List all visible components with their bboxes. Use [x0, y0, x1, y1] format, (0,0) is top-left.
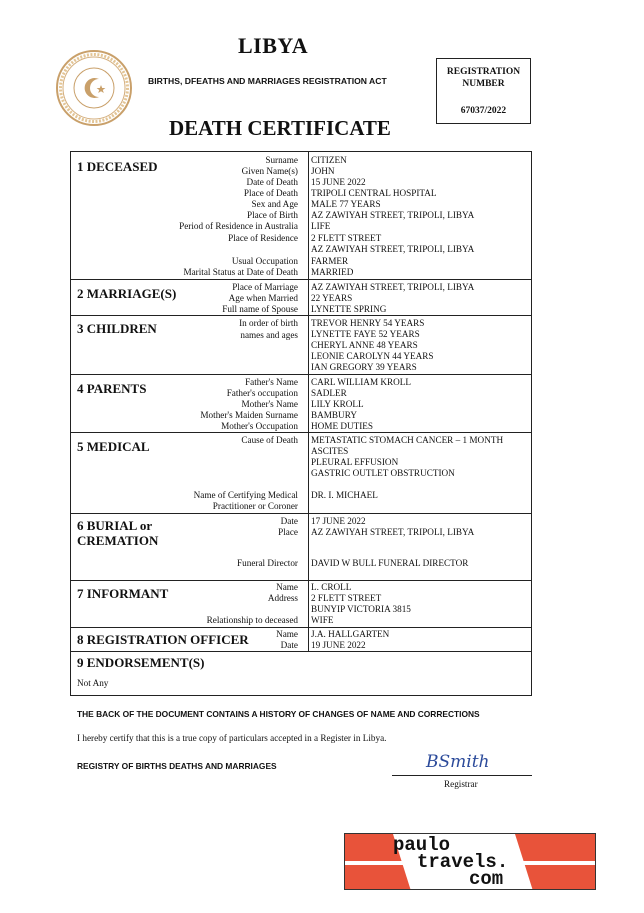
registrar-label: Registrar [444, 779, 478, 789]
field-label: Place of Marriage [232, 282, 298, 292]
registration-label-2: NUMBER [462, 79, 505, 89]
field-label: Date of Death [246, 177, 298, 187]
field-value: 2 FLETT STREET [311, 233, 382, 243]
field-value: AZ ZAWIYAH STREET, TRIPOLI, LIBYA [311, 282, 475, 292]
field-label: Date [280, 516, 298, 526]
field-label: Father's occupation [226, 388, 298, 398]
field-label: Father's Name [245, 377, 298, 387]
section-burial [71, 514, 531, 581]
section-marriage [71, 280, 531, 316]
field-label: Usual Occupation [231, 256, 298, 266]
field-label: Name [276, 582, 298, 592]
section-title: 5 MEDICAL [77, 439, 150, 454]
section-title: 4 PARENTS [77, 381, 147, 396]
field-value: HOME DUTIES [311, 421, 374, 431]
certificate-table [70, 151, 532, 696]
field-value: ASCITES [311, 446, 349, 456]
field-value: GASTRIC OUTLET OBSTRUCTION [311, 468, 455, 478]
field-value: SADLER [311, 388, 347, 398]
field-value: CITIZEN [311, 155, 347, 165]
country-title: LIBYA [238, 33, 309, 58]
field-label: Funeral Director [237, 558, 298, 568]
field-label: Period of Residence in Australia [179, 221, 298, 231]
logo-line-2: travels. [417, 851, 509, 873]
field-value: 15 JUNE 2022 [311, 177, 366, 187]
registry-name: REGISTRY OF BIRTHS DEATHS AND MARRIAGES [77, 761, 277, 771]
section-deceased [71, 152, 531, 280]
field-label: Place of Death [243, 188, 298, 198]
field-label: Mother's Occupation [221, 421, 298, 431]
field-value: LEONIE CAROLYN 44 YEARS [311, 351, 434, 361]
field-value: DR. I. MICHAEL [311, 490, 378, 500]
field-label: Place [278, 527, 298, 537]
field-value: LYNETTE SPRING [311, 304, 387, 314]
field-value: AZ ZAWIYAH STREET, TRIPOLI, LIBYA [311, 527, 475, 537]
field-label: Given Name(s) [241, 166, 298, 176]
field-value: LILY KROLL [311, 399, 364, 409]
field-value: BAMBURY [311, 410, 357, 420]
field-label: Surname [265, 155, 298, 165]
field-label: Cause of Death [241, 435, 298, 445]
field-value: METASTATIC STOMACH CANCER – 1 MONTH [311, 435, 504, 445]
field-value: 19 JUNE 2022 [311, 640, 366, 650]
field-value: BUNYIP VICTORIA 3815 [311, 604, 411, 614]
field-value: PLEURAL EFFUSION [311, 457, 399, 467]
field-label: Sex and Age [251, 199, 298, 209]
field-label: Place of Residence [228, 233, 298, 243]
section-title: CREMATION [77, 533, 159, 548]
section-endorsement [71, 652, 531, 695]
back-of-document-note: THE BACK OF THE DOCUMENT CONTAINS A HISTORY OF CHANGES OF NAME AND CORRECTIONS [77, 709, 480, 719]
field-value: IAN GREGORY 39 YEARS [311, 362, 417, 372]
certification-statement: I hereby certify that this is a true copy of particulars accepted in a Register in Libya. [77, 733, 387, 743]
field-label: Place of Birth [246, 210, 298, 220]
field-value: TRIPOLI CENTRAL HOSPITAL [311, 188, 437, 198]
field-label: Date [280, 640, 298, 650]
field-value: DAVID W BULL FUNERAL DIRECTOR [311, 558, 469, 568]
field-value: 17 JUNE 2022 [311, 516, 366, 526]
field-value: MALE 77 YEARS [311, 199, 381, 209]
signature-line [392, 775, 532, 776]
field-value: LYNETTE FAYE 52 YEARS [311, 329, 420, 339]
field-label: Practitioner or Coroner [212, 501, 298, 511]
certificate-title: DEATH CERTIFICATE [169, 116, 391, 140]
field-value: 2 FLETT STREET [311, 593, 382, 603]
field-value: Not Any [77, 678, 109, 688]
section-title: 9 ENDORSEMENT(S) [77, 655, 205, 670]
field-label: Age when Married [228, 293, 298, 303]
paulo-travels-logo [344, 833, 596, 890]
field-label: Marital Status at Date of Death [183, 267, 298, 277]
section-informant [71, 581, 531, 628]
field-value: J.A. HALLGARTEN [311, 629, 390, 639]
field-label: Full name of Spouse [222, 304, 298, 314]
section-registration-officer [71, 628, 531, 652]
field-label: In order of birth [239, 318, 298, 328]
field-value: JOHN [311, 166, 335, 176]
field-value: MARRIED [311, 267, 354, 277]
section-children [71, 316, 531, 375]
field-value: WIFE [311, 615, 334, 625]
act-name: BIRTHS, DFEATHS AND MARRIAGES REGISTRATION ACT [148, 76, 387, 86]
field-value: TREVOR HENRY 54 YEARS [311, 318, 425, 328]
section-title: 1 DECEASED [77, 159, 158, 174]
field-value: AZ ZAWIYAH STREET, TRIPOLI, LIBYA [311, 244, 475, 254]
section-title: 2 MARRIAGE(S) [77, 286, 177, 301]
field-label: Relationship to deceased [206, 615, 298, 625]
field-value: 22 YEARS [311, 293, 353, 303]
section-title: 8 REGISTRATION OFFICER [77, 632, 249, 647]
field-label: Mother's Maiden Surname [200, 410, 298, 420]
registration-number-box [436, 58, 531, 124]
field-label: Name [276, 629, 298, 639]
field-value: AZ ZAWIYAH STREET, TRIPOLI, LIBYA [311, 210, 475, 220]
logo-line-1: paulo [393, 834, 451, 856]
field-label: names and ages [240, 330, 298, 340]
section-title: 3 CHILDREN [77, 321, 157, 336]
field-label: Address [267, 593, 298, 603]
logo-line-3: com [469, 868, 504, 890]
section-title: 6 BURIAL or [77, 518, 153, 533]
field-value: FARMER [311, 256, 349, 266]
field-label: Mother's Name [241, 399, 298, 409]
field-label: Name of Certifying Medical [193, 490, 298, 500]
field-value: CARL WILLIAM KROLL [311, 377, 412, 387]
registration-number: 67037/2022 [460, 106, 507, 116]
registration-label-1: REGISTRATION [446, 67, 521, 77]
field-value: L. CROLL [311, 582, 352, 592]
field-value: LIFE [311, 221, 331, 231]
libya-emblem-seal-icon [55, 49, 133, 127]
section-medical [71, 433, 531, 514]
section-parents [71, 375, 531, 433]
registrar-signature: BSmith [426, 752, 490, 772]
field-value: CHERYL ANNE 48 YEARS [311, 340, 418, 350]
section-title: 7 INFORMANT [77, 586, 169, 601]
